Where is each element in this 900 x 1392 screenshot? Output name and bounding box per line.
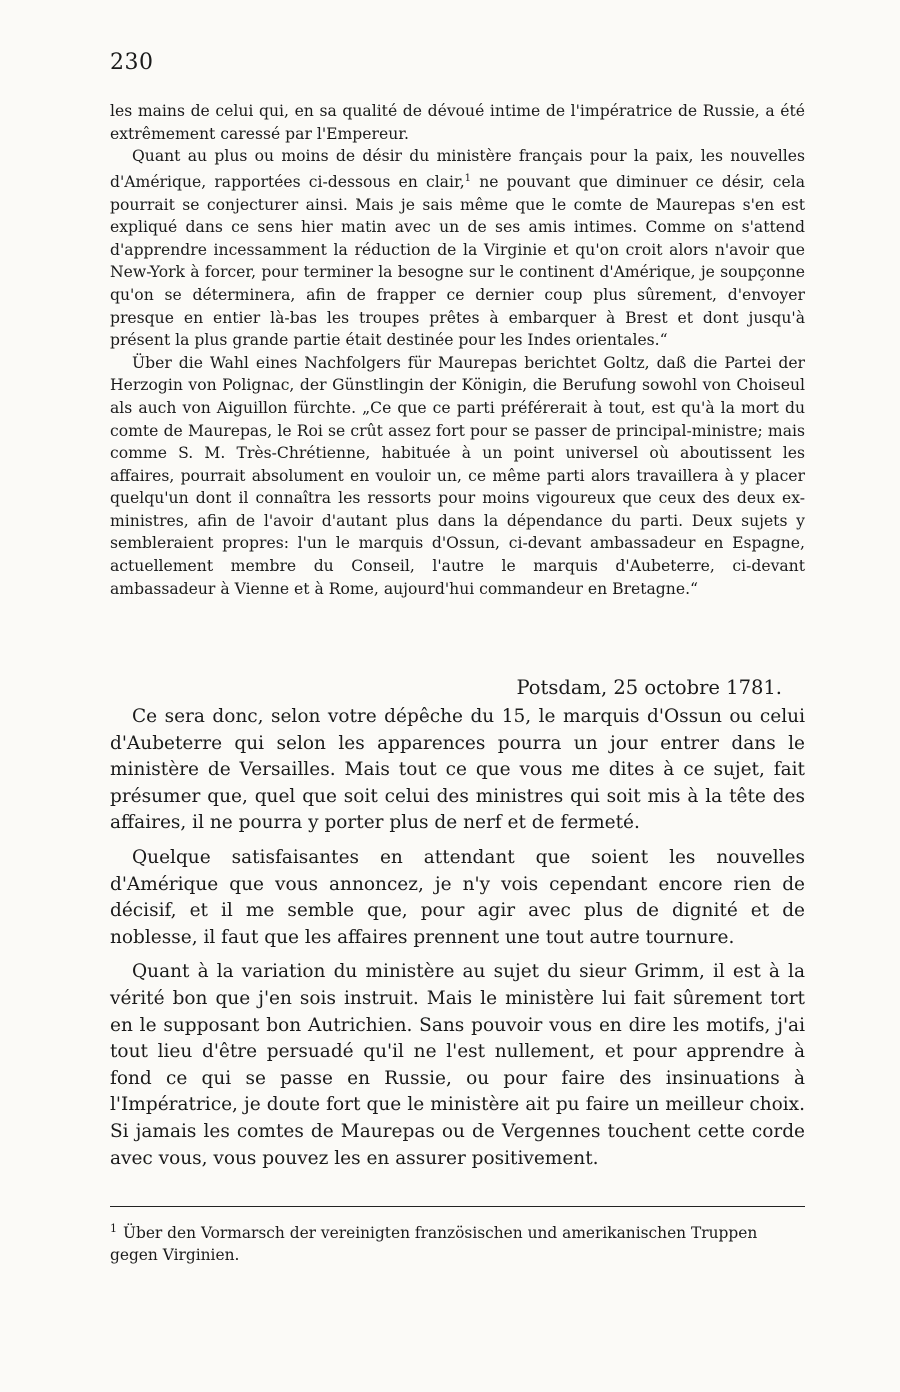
reply-paragraph-3: Quant à la variation du ministère au sujet du sieur Grimm, il est à la vérité bon que j'en sois instruit. Mais le ministère lui fait sûrement tort en le supposant bon Autrichien. Sans pouvoir vous en dire les motifs, j'ai tout lieu d'être persuadé qu'il ne l'est nullement, et pour apprendre à fond ce qui se passe en Russie, ou pour faire des insinuations à l'Impératrice, je doute fort que le ministère ait pu faire un meilleur choix. Si jamais les comtes de Maurepas ou de Vergennes touchent cette corde avec vous, vous pouvez les en assurer positivement. <box>110 961 805 1169</box>
reply-body <box>110 704 805 1180</box>
excerpt-paragraph-3: Über die Wahl eines Nachfolgers für Maurepas berichtet Goltz, daß die Partei der Herzogin von Polignac, der Günstlingin der Königin, die Berufung sowohl von Choiseul als auch von Aiguillon fürchte. „Ce que ce parti préférerait à tout, est qu'à la mort du comte de Maurepas, le Roi se crût assez fort pour se passer de principal-ministre; mais comme S. M. Très-Chrétienne, habituée à un point universel où aboutissent les affaires, pourrait absolument en vouloir un, ce même parti alors travaillera à y placer quelqu'un dont il connaîtra les ressorts pour moins vigoureux que ceux des deux ex-ministres, afin de l'avoir d'autant plus dans la dépendance du parti. Deux sujets y sembleraient propres: l'un le marquis d'Ossun, ci-devant ambassadeur en Espagne, actuellement membre du Conseil, l'autre le marquis d'Aubeterre, ci-devant ambassadeur à Vienne et à Rome, aujourd'hui commandeur en Bretagne.“ <box>110 353 805 598</box>
reply-paragraph-1: Ce sera donc, selon votre dépêche du 15, le marquis d'Ossun ou celui d'Aubeterre qui selon les apparences pourra un jour entrer dans le ministère de Versailles. Mais tout ce que vous me dites à ce sujet, fait présumer que, quel que soit celui des ministres qui soit mis à la tête des affaires, il ne pourra y porter plus de nerf et de fermeté. <box>110 706 805 834</box>
excerpt-paragraph-1: les mains de celui qui, en sa qualité de dévoué intime de l'impératrice de Russie, a été extrêmement caressé par l'Empereur. <box>110 102 805 143</box>
footnote-reference[interactable]: 1 <box>464 172 472 184</box>
footnote-text: Über den Vormarsch der vereinigten französischen und amerikanischen Truppen gegen Virginien. <box>110 1224 758 1265</box>
letter-excerpt <box>110 100 805 600</box>
excerpt-paragraph-2 <box>110 145 805 352</box>
reply-paragraph-2: Quelque satisfaisantes en attendant que soient les nouvelles d'Amérique que vous annoncez, je n'y vois cependant encore rien de décisif, et il me semble que, pour agir avec plus de dignité et de noblesse, il faut que les affaires prennent une tout autre tournure. <box>110 846 805 948</box>
excerpt-paragraph-2-start: Quant au plus ou moins de désir du ministère français pour la paix, les nouvelles d'Amérique, rapportées ci-dessous en clair, <box>110 147 805 191</box>
page-number: 230 <box>110 50 154 75</box>
footnote-marker: 1 <box>110 1222 117 1235</box>
footnote-divider <box>110 1206 805 1207</box>
excerpt-paragraph-2-end: ne pouvant que diminuer ce désir, cela pourrait se conjecturer ainsi. Mais je sais même que le comte de Maurepas s'en est expliqué dans ce sens hier matin avec un de ses amis intimes. Comme on s'attend d'apprendre incessamment la réduction de la Virginie et qu'on croit alors n'avoir que New-York à forcer, pour terminer la besogne sur le continent d'Amérique, je soupçonne qu'on se déterminera, afin de frapper ce dernier coup plus sûrement, d'envoyer presque en entier là-bas les troupes prêtes à embarquer à Brest et dont jusqu'à présent la plus grande partie était destinée pour les Indes orientales.“ <box>110 172 806 350</box>
dateline: Potsdam, 25 octobre 1781. <box>516 676 782 699</box>
footnote <box>110 1218 805 1266</box>
